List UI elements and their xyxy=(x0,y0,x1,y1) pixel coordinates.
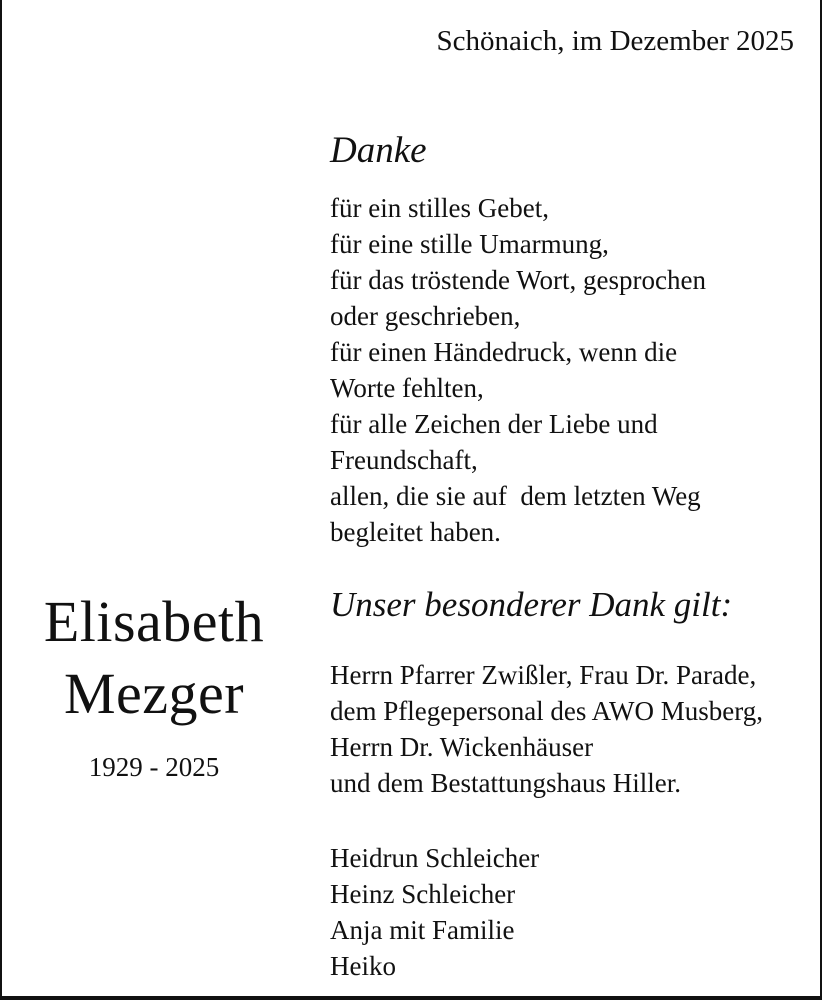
special-thanks-line: Herrn Pfarrer Zwißler, Frau Dr. Parade, xyxy=(330,660,757,690)
special-thanks-line: und dem Bestattungshaus Hiller. xyxy=(330,768,681,798)
signatory: Anja mit Familie xyxy=(330,915,515,945)
thanks-heading: Danke xyxy=(330,130,427,171)
special-thanks-text xyxy=(330,657,763,801)
special-thanks-line: Herrn Dr. Wickenhäuser xyxy=(330,732,594,762)
thanks-line: allen, die sie auf dem letzten Weg xyxy=(330,481,701,511)
thanks-line: für eine stille Umarmung, xyxy=(330,229,609,259)
deceased-last-name: Mezger xyxy=(63,661,245,726)
signatories xyxy=(330,840,539,984)
thanks-line: für einen Händedruck, wenn die xyxy=(330,337,678,367)
special-thanks-heading: Unser besonderer Dank gilt: xyxy=(330,585,733,624)
signatory: Heinz Schleicher xyxy=(330,879,516,909)
signatory: Heiko xyxy=(330,951,396,981)
signatory: Heidrun Schleicher xyxy=(330,843,540,873)
thanks-line: für das tröstende Wort, gesprochen xyxy=(330,265,706,295)
life-years: 1929 - 2025 xyxy=(88,752,220,782)
place-date: Schönaich, im Dezember 2025 xyxy=(436,25,794,57)
deceased-name-block xyxy=(16,588,292,784)
thanks-line: oder geschrieben, xyxy=(330,301,521,331)
deceased-first-name: Elisabeth xyxy=(43,589,265,654)
thanks-line: Freundschaft, xyxy=(330,445,478,475)
thanks-line: begleitet haben. xyxy=(330,517,501,547)
thanks-line: für ein stilles Gebet, xyxy=(330,193,549,223)
special-thanks-line: dem Pflegepersonal des AWO Musberg, xyxy=(330,696,764,726)
thanks-line: Worte fehlten, xyxy=(330,373,484,403)
thanks-text xyxy=(330,190,706,550)
thanks-line: für alle Zeichen der Liebe und xyxy=(330,409,658,439)
